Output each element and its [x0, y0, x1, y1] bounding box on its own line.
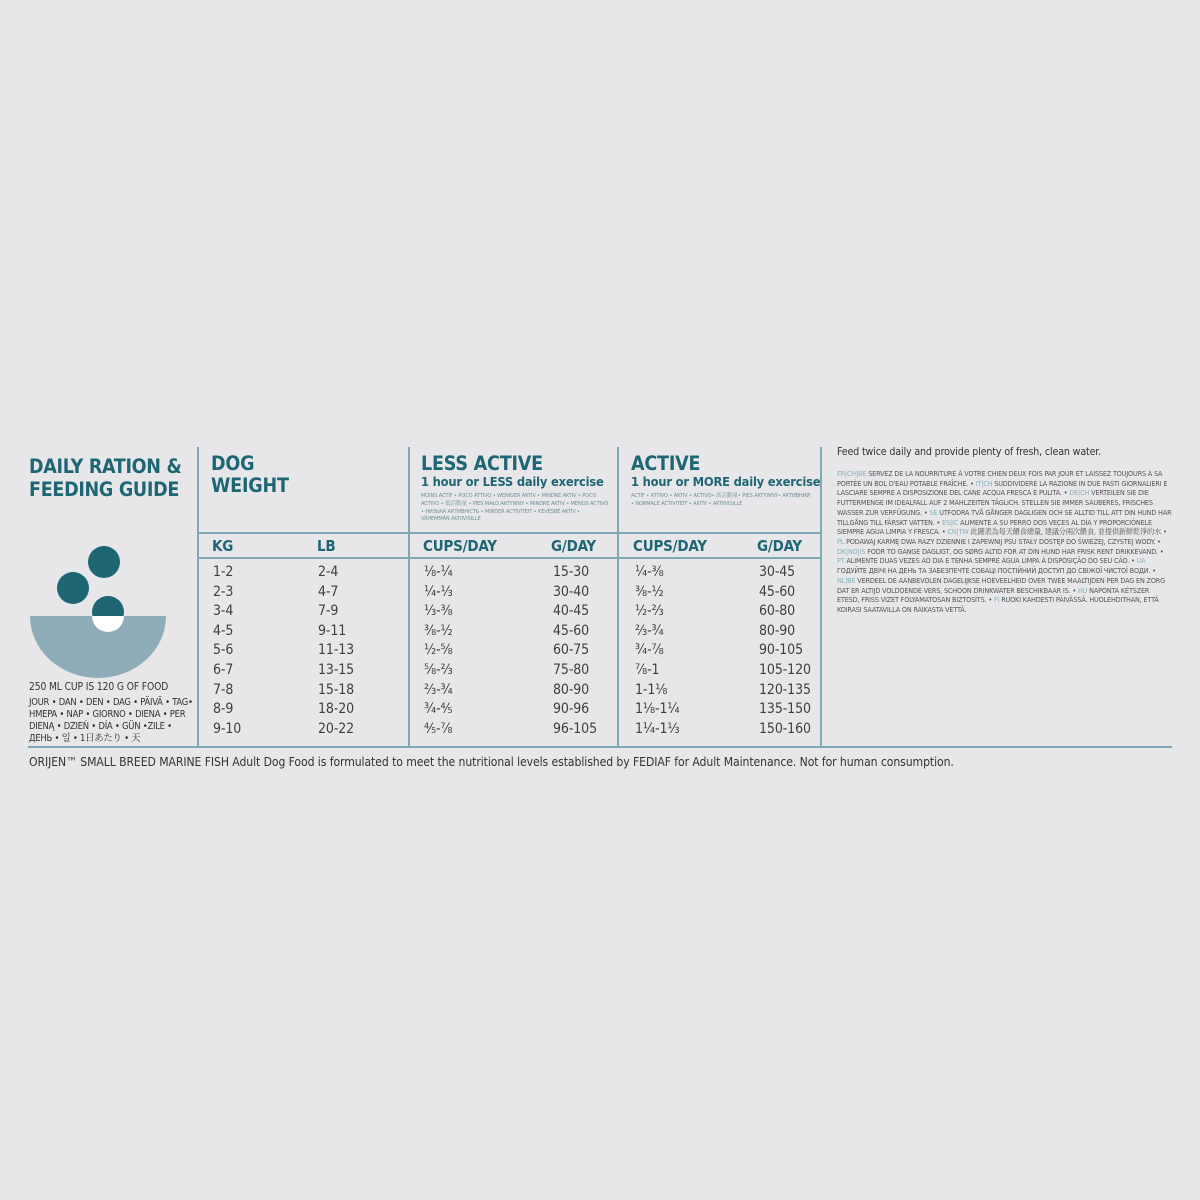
- active-grams-cell: 150-160: [759, 720, 811, 737]
- less-active-translations: MOINS ACTIF • POCO ATTIVO • WENIGER AKTIV • MINDRE AKTIV • POCO ACTIVO • 低活動量 • PIES MAŁO AKTYWNY • MINDRE AKTIV • MENOS ACTIVO • НИЗЬКА АКТИВНІСТЬ • MINDER ACTIVITEIT • KEVÉSBÉ AKTÍV • VÄHEMMÄN AKTIIVISILLE: [421, 493, 609, 523]
- less-active-grams-cell: 15-30: [553, 564, 590, 580]
- translation-text: PODAWAJ KARMĘ DWA RAZY DZIENNIE I ZAPEWNIJ PSU STAŁY DOSTĘP DO ŚWIEŻEJ, CZYSTEJ WODY.: [846, 537, 1156, 547]
- less-active-cups-cell: ½-⅝: [424, 642, 453, 659]
- language-code: HU: [1077, 585, 1088, 595]
- active-header: ACTIVE: [631, 452, 701, 475]
- translation-text: ALIMENTE A SU PERRO DOS VECES AL DÍA Y PROPORCIÓNELE SIEMPRE AGUA LIMPIA Y FRESCA.: [837, 517, 1152, 537]
- active-cups-cell: ⅞-1: [635, 662, 660, 678]
- lb-cell: 4-7: [318, 583, 339, 600]
- kg-cell: 1-2: [213, 564, 234, 580]
- language-code: PT: [837, 556, 845, 566]
- active-grams-cell: 30-45: [759, 564, 796, 580]
- less-active-grams-cell: 80-90: [553, 681, 590, 698]
- dog-weight-header: [211, 453, 391, 497]
- less-active-cups-cell: ⅛-¼: [424, 564, 453, 580]
- feeding-guide-title: [29, 455, 194, 501]
- kg-cell: 4-5: [213, 622, 234, 639]
- active-cups-cell: ½-⅔: [635, 603, 664, 620]
- language-code: ES|IC: [942, 517, 959, 527]
- active-cups-cell: ⅜-½: [635, 583, 664, 600]
- less-active-cups-cell: ⅜-½: [424, 622, 453, 639]
- translation-text: ALIMENTE DUAS VEZES AO DIA E TENHA SEMPRE ÁGUA LIMPA À DISPOSIÇÃO DO SEU CÃO.: [846, 556, 1130, 566]
- active-grams-cell: 90-105: [759, 642, 804, 659]
- kg-cell: 7-8: [213, 681, 234, 698]
- lb-cell: 2-4: [318, 564, 339, 580]
- language-code: FI: [993, 595, 1000, 605]
- active-cups-header: CUPS/DAY: [633, 537, 707, 555]
- active-subtitle: 1 hour or MORE daily exercise: [631, 475, 821, 490]
- header-rule: [198, 532, 821, 534]
- dog-weight-header-line1: DOG: [211, 452, 255, 475]
- less-active-cups-cell: ⁴⁄₅-⅞: [424, 720, 453, 737]
- less-active-header: LESS ACTIVE: [421, 452, 543, 475]
- active-translations: ACTIF • ATTIVO • AKTIV • ACTIVO• 高活動量• PIES AKTYWNY• АКТИВНИЙ • NORMALE ACTIVITEIT • AKTÍV • AKTIIVISILLE: [631, 493, 811, 507]
- lb-cell: 13-15: [318, 662, 355, 678]
- kg-cell: 9-10: [213, 720, 242, 737]
- translation-text: 此圖表為每天餵食總量, 建議分兩次餵食, 並提供新鮮乾淨的水: [970, 527, 1162, 537]
- less-active-grams-cell: 45-60: [553, 622, 590, 639]
- header-rule: [198, 557, 821, 559]
- translation-text: UTFODRA TVÅ GÅNGER DAGLIGEN OCH SE ALLTID TILL ATT DIN HUND HAR TILLGÅNG TILL FÄRSKT VATTEN.: [837, 507, 1172, 527]
- active-grams-header: G/DAY: [757, 537, 802, 555]
- active-cups-cell: ¼-⅜: [635, 564, 664, 580]
- column-divider: [617, 447, 619, 747]
- dog-weight-header-line2: WEIGHT: [211, 474, 289, 497]
- active-cups-cell: 1-1⅛: [635, 681, 668, 698]
- feeding-guide-title-line1: DAILY RATION &: [29, 455, 182, 478]
- translation-text: RUOKI KAHDESTI PÄIVÄSSÄ. HUOLEHDITHAN, ETTÄ KOIRASI SAATAVILLA ON RAIKASTA VETTÄ.: [837, 595, 1159, 615]
- language-code: SE: [929, 507, 938, 517]
- less-active-subtitle: 1 hour or LESS daily exercise: [421, 475, 604, 490]
- less-active-grams-cell: 96-105: [553, 720, 598, 737]
- lb-cell: 15-18: [318, 681, 355, 698]
- kg-header: KG: [212, 537, 234, 555]
- active-grams-cell: 105-120: [759, 662, 811, 678]
- less-active-grams-cell: 30-40: [553, 583, 590, 600]
- kg-cell: 5-6: [213, 642, 234, 659]
- active-grams-cell: 45-60: [759, 583, 796, 600]
- per-day-translations: JOUR • DAN • DEN • DAG • PÄIVÄ • TAG• HMEPA • NAP • GIORNO • DIENA • PER DIENĄ • DZIEŃ • DÍA • GÜN •ZILE • ДЕНЬ • 일 • 1日あたり • 天: [29, 697, 193, 744]
- lb-cell: 7-9: [318, 603, 339, 620]
- active-grams-cell: 135-150: [759, 701, 811, 718]
- lb-cell: 11-13: [318, 642, 355, 659]
- language-code: DK|NO|IS: [837, 546, 866, 556]
- active-cups-cell: ⅔-¾: [635, 622, 664, 639]
- translation-text: SUDDIVIDERE LA RAZIONE IN DUE PASTI GIORNALIERI E LASCIARE SEMPRE A DISPOSIZIONE DEL CANE ACQUA FRESCA E PULITA.: [837, 478, 1168, 498]
- translation-text: ГОДУЙТЕ ДВІЧІ НА ДЕНЬ ТА ЗАБЕЗПЕЧТЕ СОБАЦІ ПОСТІЙНИЙ ДОСТУП ДО СВІЖОЇ ЧИСТОЇ ВОДИ.: [837, 566, 1151, 576]
- less-active-grams-cell: 40-45: [553, 603, 590, 620]
- active-cups-cell: ¾-⅞: [635, 642, 664, 659]
- column-divider: [820, 447, 822, 747]
- less-active-grams-cell: 90-96: [553, 701, 590, 718]
- food-bowl-icon: [28, 545, 168, 680]
- footer-divider: [28, 746, 1172, 748]
- less-active-cups-cell: ⅓-⅜: [424, 603, 453, 620]
- active-grams-cell: 60-80: [759, 603, 796, 620]
- language-code: CN|TW: [947, 527, 969, 537]
- cup-size-note: 250 ML CUP IS 120 G OF FOOD: [29, 682, 169, 693]
- feeding-instructions-headline: Feed twice daily and provide plenty of fresh, clean water.: [837, 446, 1101, 458]
- kg-cell: 8-9: [213, 701, 234, 718]
- active-grams-cell: 120-135: [759, 681, 811, 698]
- less-active-grams-header: G/DAY: [551, 537, 596, 555]
- translation-text: VERTEILEN SIE DIE FUTTERMENGE IM IDEALFALL AUF 2 MAHLZEITEN TÄGLICH. STELLEN SIE IMMER SAUBERES, FRISCHES WASSER ZUR VERFÜGUNG.: [837, 488, 1153, 517]
- lb-cell: 20-22: [318, 720, 355, 737]
- less-active-cups-cell: ⅝-⅔: [424, 662, 453, 678]
- active-cups-cell: 1⅛-1¼: [635, 701, 680, 718]
- translation-text: VERDEEL DE AANBEVOLEN DAGELIJKSE HOEVEELHEID OVER TWEE MAALTIJDEN PER DAG EN ZORG DAT ER ALTIJD VOLDOENDE VERS, SCHOON DRINKWATER BESCHIKBAAR IS.: [837, 575, 1165, 595]
- language-code: UA: [1136, 556, 1146, 566]
- nutrition-statement: ORIJEN™ SMALL BREED MARINE FISH Adult Dog Food is formulated to meet the nutritional levels established by FEDIAF for Adult Maintenance. Not for human consumption.: [29, 755, 954, 769]
- language-code: FR|CH|BE: [837, 469, 867, 478]
- language-code: DE|CH: [1069, 488, 1090, 498]
- language-code: IT|CH: [975, 478, 993, 488]
- less-active-cups-header: CUPS/DAY: [423, 537, 497, 555]
- translation-text: FODR TO GANGE DAGLIGT, OG SØRG ALTID FOR AT DIN HUND HAR FRISK RENT DRIKKEVAND.: [867, 546, 1158, 556]
- less-active-cups-cell: ¼-⅓: [424, 583, 453, 600]
- less-active-cups-cell: ¾-⁴⁄₅: [424, 701, 453, 718]
- feeding-guide-title-line2: FEEDING GUIDE: [29, 478, 180, 501]
- language-code: PL: [837, 537, 845, 547]
- less-active-cups-cell: ⅔-¾: [424, 681, 453, 698]
- lb-header: LB: [317, 537, 336, 555]
- less-active-grams-cell: 60-75: [553, 642, 590, 659]
- active-grams-cell: 80-90: [759, 622, 796, 639]
- column-divider: [197, 447, 199, 747]
- language-code: NL|BE: [837, 575, 856, 585]
- feeding-instructions-translations: FR|CH|BE SERVEZ DE LA NOURRITURE À VOTRE CHIEN DEUX FOIS PAR JOUR ET LAISSEZ TOUJOURS À SA PORTÉE UN BOL D'EAU POTABLE FRAÎCHE. • IT|CH SUDDIVIDERE LA RAZIONE IN DUE PASTI GIORNALIERI E LASCIARE SEMPRE A DISPOSIZIONE DEL CANE ACQUA FRESCA E PULITA. • DE|CH VERTEILEN SIE DIE FUTTERMENGE IM IDEALFALL AUF 2 MAHLZEITEN TÄGLICH. STELLEN SIE IMMER SAUBERES, FRISCHES WASSER ZUR VERFÜGUNG. • SE UTFODRA TVÅ GÅNGER DAGLIGEN OCH SE ALLTID TILL ATT DIN HUND HAR TILLGÅNG TILL FÄRSKT VATTEN. • ES|IC ALIMENTE A SU PERRO DOS VECES AL DÍA Y PROPORCIÓNELE SIEMPRE AGUA LIMPIA Y FRESCA. • CN|TW 此圖表為每天餵食總量, 建議分兩次餵食, 並提供新鮮乾淨的水 • PL PODAWAJ KARMĘ DWA RAZY DZIENNIE I ZAPEWNIJ PSU STAŁY DOSTĘP DO ŚWIEŻEJ, CZYSTEJ WODY. • DK|NO|IS FODR TO GANGE DAGLIGT, OG SØRG ALTID FOR AT DIN HUND HAR FRISK RENT DRIKKEVAND. • PT ALIMENTE DUAS VEZES AO DIA E TENHA SEMPRE ÁGUA LIMPA À DISPOSIÇÃO DO SEU CÃO. • UA ГОДУЙТЕ ДВІЧІ НА ДЕНЬ ТА ЗАБЕЗПЕЧТЕ СОБАЦІ ПОСТІЙНИЙ ДОСТУП ДО СВІЖОЇ ЧИСТОЇ ВОДИ. • NL|BE VERDEEL DE AANBEVOLEN DAGELIJKSE HOEVEELHEID OVER TWEE MAALTIJDEN PER DAG EN ZORG DAT ER ALTIJD VOLDOENDE VERS, SCHOON DRINKWATER BESCHIKBAAR IS. • HU NAPONTA KÉTSZER ETESD, FRISS VIZET FOLYAMATOSAN BIZTOSÍTS. • FI RUOKI KAHDESTI PÄIVÄSSÄ. HUOLEHDITHAN, ETTÄ KOIRASI SAATAVILLA ON RAIKASTA VETTÄ.: [837, 469, 1172, 615]
- lb-cell: 18-20: [318, 701, 355, 718]
- translation-text: SERVEZ DE LA NOURRITURE À VOTRE CHIEN DEUX FOIS PAR JOUR ET LAISSEZ TOUJOURS À SA PORTÉE UN BOL D'EAU POTABLE FRAÎCHE.: [837, 469, 1163, 488]
- lb-cell: 9-11: [318, 622, 347, 639]
- less-active-grams-cell: 75-80: [553, 662, 590, 678]
- active-cups-cell: 1¼-1⅓: [635, 720, 680, 737]
- kg-cell: 3-4: [213, 603, 234, 620]
- kg-cell: 6-7: [213, 662, 234, 678]
- column-divider: [408, 447, 410, 747]
- kg-cell: 2-3: [213, 583, 234, 600]
- translation-text: NAPONTA KÉTSZER ETESD, FRISS VIZET FOLYAMATOSAN BIZTOSÍTS.: [837, 585, 1150, 605]
